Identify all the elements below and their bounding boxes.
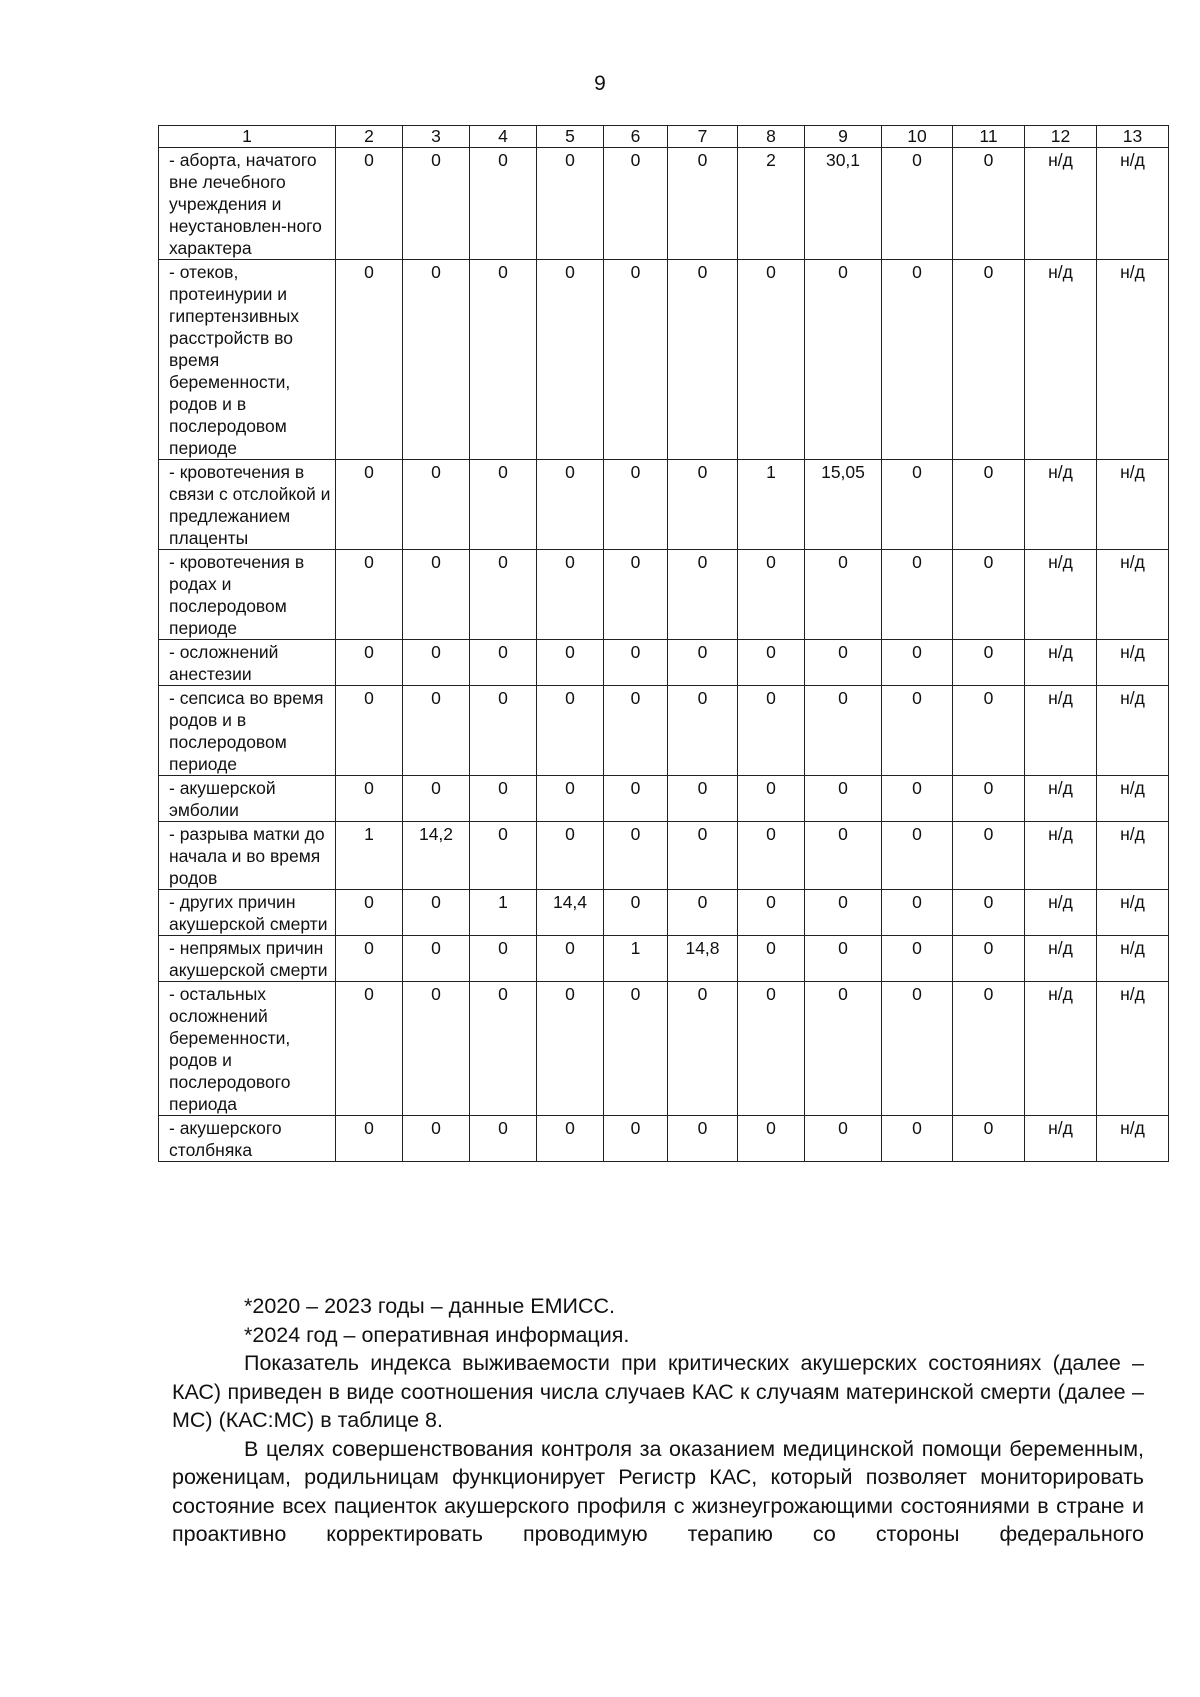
table-row xyxy=(159,686,1169,776)
table-cell: 0 xyxy=(336,640,403,686)
row-label: - сепсиса во время родов и в послеродовом периоде xyxy=(159,686,336,776)
table-cell: 0 xyxy=(403,686,470,776)
column-header-7: 7 xyxy=(668,126,738,148)
table-cell: н/д xyxy=(1097,550,1169,640)
table-cell: 0 xyxy=(668,640,738,686)
table-cell: 0 xyxy=(403,776,470,822)
table-cell: 0 xyxy=(805,686,882,776)
table-cell: 0 xyxy=(403,982,470,1116)
column-header-5: 5 xyxy=(537,126,604,148)
column-header-12: 12 xyxy=(1025,126,1097,148)
row-label: - акушерской эмболии xyxy=(159,776,336,822)
table-cell: 0 xyxy=(604,148,668,260)
table-cell: 0 xyxy=(403,1116,470,1162)
table-cell: 0 xyxy=(738,776,805,822)
table-row xyxy=(159,260,1169,460)
table-cell: н/д xyxy=(1097,148,1169,260)
table-cell: 15,05 xyxy=(805,460,882,550)
table-cell: 0 xyxy=(668,460,738,550)
table-cell: 0 xyxy=(604,550,668,640)
table-cell: 0 xyxy=(953,1116,1025,1162)
paragraph-survival-index: Показатель индекса выживаемости при критических акушерских состояниях (далее – КАС) приведен в виде соотношения числа случаев КАС к случаям материнской смерти (далее – МС) (КАС:МС) в таблице 8. xyxy=(172,1351,1144,1432)
table-cell: 0 xyxy=(604,890,668,936)
column-header-13: 13 xyxy=(1097,126,1169,148)
table-cell: 0 xyxy=(805,1116,882,1162)
column-header-8: 8 xyxy=(738,126,805,148)
table-cell: 1 xyxy=(336,822,403,890)
table-cell: 0 xyxy=(882,550,953,640)
table-cell: 0 xyxy=(470,1116,537,1162)
column-header-2: 2 xyxy=(336,126,403,148)
table-cell: 1 xyxy=(470,890,537,936)
table-cell: 0 xyxy=(882,686,953,776)
table-cell: 0 xyxy=(953,776,1025,822)
table-cell: 0 xyxy=(805,550,882,640)
table-cell: н/д xyxy=(1025,890,1097,936)
column-header-9: 9 xyxy=(805,126,882,148)
table-cell: 0 xyxy=(470,550,537,640)
table-cell: 0 xyxy=(953,260,1025,460)
table-cell: 1 xyxy=(604,936,668,982)
table-cell: 0 xyxy=(604,686,668,776)
table-cell: 0 xyxy=(336,1116,403,1162)
table-cell: н/д xyxy=(1025,686,1097,776)
table-cell: 0 xyxy=(403,550,470,640)
page-number: 9 xyxy=(594,72,606,95)
table-cell: 0 xyxy=(336,890,403,936)
table-cell: 0 xyxy=(537,260,604,460)
table-cell: 0 xyxy=(537,982,604,1116)
table-cell: 0 xyxy=(882,890,953,936)
table-cell: 0 xyxy=(805,982,882,1116)
table-cell: 0 xyxy=(336,550,403,640)
table-row xyxy=(159,640,1169,686)
table-cell: 0 xyxy=(805,640,882,686)
table-cell: 0 xyxy=(668,982,738,1116)
table-row xyxy=(159,148,1169,260)
table-cell: 0 xyxy=(668,550,738,640)
table-cell: 0 xyxy=(738,936,805,982)
row-label: - остальных осложнений беременности, родов и послеродового периода xyxy=(159,982,336,1116)
table-cell: 0 xyxy=(537,640,604,686)
table-cell: 0 xyxy=(953,550,1025,640)
table-cell: 0 xyxy=(882,460,953,550)
table-cell: 0 xyxy=(882,776,953,822)
table-row xyxy=(159,460,1169,550)
table-cell: 0 xyxy=(953,640,1025,686)
table-cell: 0 xyxy=(604,460,668,550)
row-label: - акушерского столбняка xyxy=(159,1116,336,1162)
table-cell: 0 xyxy=(882,1116,953,1162)
row-label: - других причин акушерской смерти xyxy=(159,890,336,936)
table-cell: н/д xyxy=(1097,982,1169,1116)
table-row xyxy=(159,1116,1169,1162)
table-cell: 0 xyxy=(537,776,604,822)
table-cell: 0 xyxy=(738,260,805,460)
table-cell: н/д xyxy=(1025,460,1097,550)
table-cell: 0 xyxy=(805,822,882,890)
table-cell: 0 xyxy=(668,260,738,460)
table-cell: 0 xyxy=(537,936,604,982)
footnote-operative: *2024 год – оперативная информация. xyxy=(244,1322,630,1347)
row-label: - кровотечения в связи с отслойкой и предлежанием плаценты xyxy=(159,460,336,550)
table-cell: н/д xyxy=(1097,686,1169,776)
table-cell: н/д xyxy=(1025,822,1097,890)
table-row xyxy=(159,890,1169,936)
table-cell: н/д xyxy=(1097,260,1169,460)
table-cell: н/д xyxy=(1025,1116,1097,1162)
column-header-3: 3 xyxy=(403,126,470,148)
table-cell: 0 xyxy=(882,148,953,260)
column-header-6: 6 xyxy=(604,126,668,148)
table-cell: 0 xyxy=(537,550,604,640)
table-cell: 0 xyxy=(668,1116,738,1162)
table-cell: 0 xyxy=(470,982,537,1116)
table-cell: 0 xyxy=(738,822,805,890)
table-cell: 0 xyxy=(537,1116,604,1162)
row-label: - осложнений анестезии xyxy=(159,640,336,686)
table-cell: 0 xyxy=(738,640,805,686)
table-cell: 0 xyxy=(336,686,403,776)
table-cell: 0 xyxy=(336,776,403,822)
table-cell: 0 xyxy=(604,776,668,822)
table-cell: 0 xyxy=(537,148,604,260)
table-row xyxy=(159,822,1169,890)
table-header-row xyxy=(159,126,1169,148)
table-cell: 0 xyxy=(403,640,470,686)
table-cell: 14,8 xyxy=(668,936,738,982)
column-header-4: 4 xyxy=(470,126,537,148)
table-cell: 0 xyxy=(953,936,1025,982)
table-cell: н/д xyxy=(1097,776,1169,822)
table-cell: 0 xyxy=(470,776,537,822)
table-cell: 0 xyxy=(470,260,537,460)
table-cell: 0 xyxy=(882,982,953,1116)
table-row xyxy=(159,982,1169,1116)
table-cell: 0 xyxy=(953,686,1025,776)
table-cell: 0 xyxy=(336,260,403,460)
table-cell: 0 xyxy=(738,686,805,776)
table-row xyxy=(159,550,1169,640)
row-label: - кровотечения в родах и послеродовом периоде xyxy=(159,550,336,640)
table-cell: н/д xyxy=(1025,148,1097,260)
data-table xyxy=(158,125,1169,1162)
row-label: - аборта, начатого вне лечебного учреждения и неустановлен-ного характера xyxy=(159,148,336,260)
row-label: - отеков, протеинурии и гипертензивных расстройств во время беременности, родов и в послеродовом периоде xyxy=(159,260,336,460)
table-cell: 0 xyxy=(953,822,1025,890)
table-cell: 0 xyxy=(403,460,470,550)
table-row xyxy=(159,936,1169,982)
table-cell: 0 xyxy=(336,148,403,260)
column-header-1: 1 xyxy=(159,126,336,148)
table-cell: 0 xyxy=(805,890,882,936)
table-cell: 0 xyxy=(805,260,882,460)
table-cell: 0 xyxy=(668,776,738,822)
table-cell: 0 xyxy=(953,148,1025,260)
row-label: - разрыва матки до начала и во время родов xyxy=(159,822,336,890)
table-cell: н/д xyxy=(1025,776,1097,822)
notes-section xyxy=(172,1292,1144,1549)
table-cell: 0 xyxy=(953,890,1025,936)
table-cell: 0 xyxy=(882,936,953,982)
table-cell: н/д xyxy=(1025,260,1097,460)
table-cell: н/д xyxy=(1097,460,1169,550)
table-cell: н/д xyxy=(1097,1116,1169,1162)
table-cell: 0 xyxy=(805,776,882,822)
paragraph-registry: В целях совершенствования контроля за оказанием медицинской помощи беременным, роженицам, родильницам функционирует Регистр КАС, который позволяет мониторировать состояние всех пациенток акушерского профиля с жизнеугрожающими состояниями в стране и проактивно корректировать проводимую терапию со стороны федерального xyxy=(172,1436,1144,1546)
table-cell: 0 xyxy=(403,890,470,936)
table-cell: 0 xyxy=(738,550,805,640)
table-cell: 1 xyxy=(738,460,805,550)
table-cell: 0 xyxy=(470,640,537,686)
table-cell: 0 xyxy=(882,822,953,890)
table-cell: 0 xyxy=(403,936,470,982)
table-cell: 0 xyxy=(805,936,882,982)
table-cell: 30,1 xyxy=(805,148,882,260)
table-cell: 0 xyxy=(668,890,738,936)
table-cell: 0 xyxy=(470,460,537,550)
table-cell: 0 xyxy=(882,640,953,686)
table-cell: 0 xyxy=(668,822,738,890)
column-header-10: 10 xyxy=(882,126,953,148)
table-cell: 0 xyxy=(604,982,668,1116)
table-cell: 0 xyxy=(604,1116,668,1162)
table-cell: 0 xyxy=(604,640,668,686)
table-cell: 0 xyxy=(470,686,537,776)
table-cell: 0 xyxy=(470,936,537,982)
table-cell: н/д xyxy=(1097,640,1169,686)
table-cell: 0 xyxy=(882,260,953,460)
table-cell: 0 xyxy=(336,982,403,1116)
table-cell: н/д xyxy=(1025,982,1097,1116)
table-cell: 0 xyxy=(470,148,537,260)
table-cell: 0 xyxy=(403,148,470,260)
row-label: - непрямых причин акушерской смерти xyxy=(159,936,336,982)
table-cell: н/д xyxy=(1025,640,1097,686)
table-cell: 0 xyxy=(738,1116,805,1162)
table-cell: 0 xyxy=(604,260,668,460)
table-cell: 2 xyxy=(738,148,805,260)
table-cell: 14,4 xyxy=(537,890,604,936)
table-cell: н/д xyxy=(1025,936,1097,982)
table-cell: 14,2 xyxy=(403,822,470,890)
table-row xyxy=(159,776,1169,822)
table-cell: 0 xyxy=(470,822,537,890)
table-cell: 0 xyxy=(336,460,403,550)
table-cell: 0 xyxy=(537,822,604,890)
table-cell: н/д xyxy=(1097,890,1169,936)
table-cell: 0 xyxy=(738,982,805,1116)
table-cell: 0 xyxy=(738,890,805,936)
table-cell: 0 xyxy=(403,260,470,460)
table-cell: 0 xyxy=(668,686,738,776)
table-cell: 0 xyxy=(336,936,403,982)
footnote-emiss: *2020 – 2023 годы – данные ЕМИСС. xyxy=(244,1294,616,1318)
table-cell: 0 xyxy=(604,822,668,890)
table-cell: 0 xyxy=(953,982,1025,1116)
table-cell: н/д xyxy=(1025,550,1097,640)
table-cell: 0 xyxy=(537,686,604,776)
table-cell: н/д xyxy=(1097,936,1169,982)
column-header-11: 11 xyxy=(953,126,1025,148)
table-cell: 0 xyxy=(953,460,1025,550)
table-cell: 0 xyxy=(537,460,604,550)
table-cell: н/д xyxy=(1097,822,1169,890)
table-cell: 0 xyxy=(668,148,738,260)
